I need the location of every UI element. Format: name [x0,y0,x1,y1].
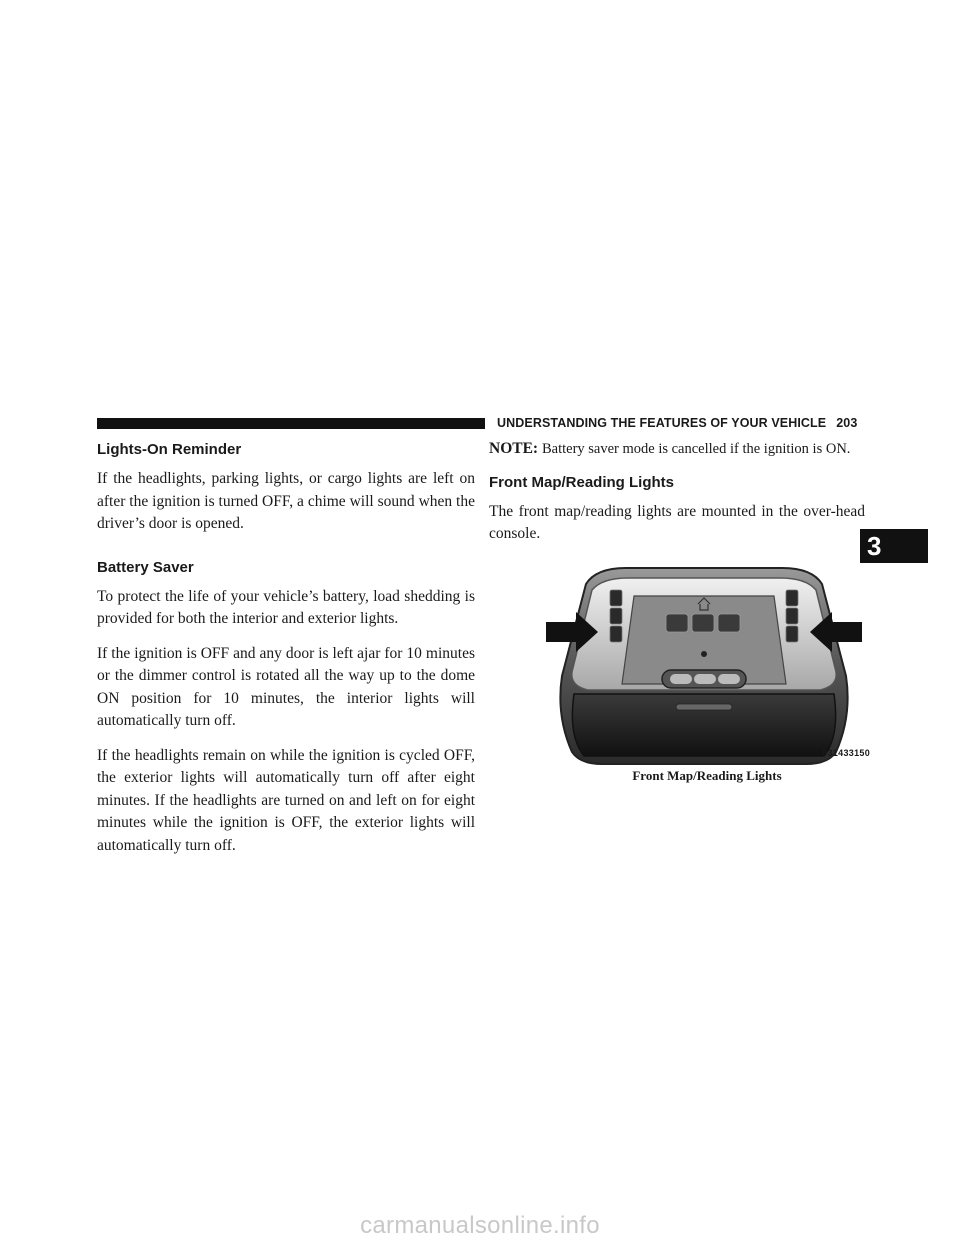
page-number: 203 [836,416,858,430]
microphone [701,651,707,657]
battery-saver-paragraph: If the ignition is OFF and any door is left ajar for 10 minutes or the dimmer control is rotated all the way up to the dome ON position for 10 minutes, the interior lights will automatically turn off. [97,644,475,729]
lights-on-reminder-body: If the headlights, parking lights, or cargo lights are left on after the ignition is turned OFF, a chime will sound when the driver’s door is opened. [97,470,475,532]
right-column [489,440,870,784]
homelink-buttons [666,614,740,632]
overhead-console-illustration [546,566,862,766]
battery-saver-heading: Battery Saver [97,558,194,576]
bin-handle [676,704,732,710]
figure-caption: Front Map/Reading Lights [632,767,782,783]
battery-saver-paragraph: To protect the life of your vehicle’s battery, load shedding is provided for both the interior and exterior lights. [97,587,475,627]
section-title: UNDERSTANDING THE FEATURES OF YOUR VEHICLE [497,416,827,430]
figure-id: 031433150 [822,747,870,758]
map-reading-lights-body: The front map/reading lights are mounted in the over-head console. [489,502,865,542]
map-reading-lights-heading: Front Map/Reading Lights [489,473,674,491]
note [489,438,865,461]
note-label: NOTE: [489,440,539,457]
chapter-tab: 3 [860,529,928,563]
left-column [97,440,475,869]
left-switch-column [610,590,622,642]
lights-on-reminder-heading: Lights-On Reminder [97,441,242,458]
watermark: carmanualsonline.info [360,1212,600,1239]
battery-saver-paragraph: If the headlights remain on while the ignition is cycled OFF, the exterior lights will automatically turn off after eight minutes. If the headlights are turned on and left on for eight minutes while the ignition is OFF, the exterior lights will automatically turn off. [97,746,475,854]
right-switch-column [786,590,798,642]
note-text: Battery saver mode is cancelled if the ignition is ON. [541,441,851,457]
overhead-console-figure [546,566,870,766]
header-rule [97,418,485,429]
sunglass-bin [572,694,835,756]
running-header [497,416,857,430]
